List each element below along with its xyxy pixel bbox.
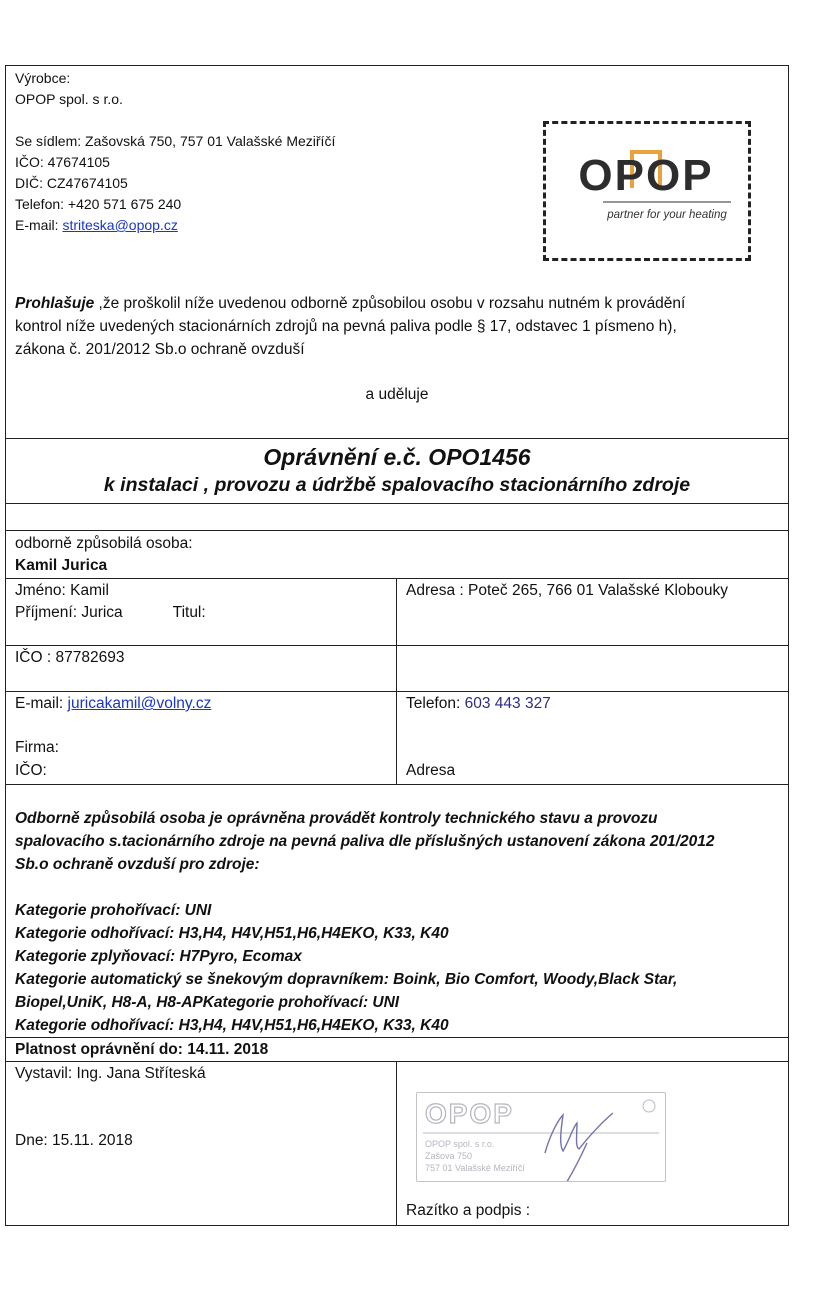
validity-row [6, 1038, 788, 1062]
person-name-row [6, 579, 788, 646]
person-contact-cell [6, 692, 397, 784]
signature-stroke [545, 1113, 613, 1181]
svg-text:OPOP: OPOP [425, 1098, 514, 1129]
person-ico: IČO : 87782693 [15, 649, 125, 666]
category-item: Kategorie zplyňovací: H7Pyro, Ecomax [15, 948, 302, 965]
person-header-section [6, 531, 788, 579]
person-email-link[interactable]: juricakamil@volny.cz [67, 695, 212, 712]
person-address: Adresa : Poteč 265, 766 01 Valašské Klobouky [406, 582, 728, 599]
spacer-row [6, 504, 788, 531]
declaration-line-1-text: ,že proškolil níže uvedenou odborně způsobilou osobu v rozsahu nutném k provádění [94, 295, 686, 312]
company-ico-label: IČO: [15, 762, 47, 779]
company-address-label: Adresa [406, 762, 456, 779]
authorization-title-section [6, 439, 788, 504]
validity-text: Platnost oprávnění do: 14.11. 2018 [15, 1041, 269, 1058]
manufacturer-address: Se sídlem: Zašovská 750, 757 01 Valašské Meziříčí [15, 133, 336, 149]
stamp-label: Razítko a podpis : [406, 1202, 531, 1219]
manufacturer-label: Výrobce: [15, 70, 71, 86]
opop-logo [546, 124, 748, 258]
surname-line [15, 602, 396, 624]
company-stamp [416, 1092, 666, 1182]
scope-intro-line-1: Odborně způsobilá osoba je oprávněna provádět kontroly technického stavu a provozu [15, 810, 658, 827]
person-name: Kamil Jurica [15, 557, 108, 574]
svg-text:Zašova 750: Zašova 750 [425, 1151, 473, 1161]
person-ico-cell [6, 646, 397, 691]
scope-intro-line-3: Sb.o ochraně ovzduší pro zdroje: [15, 856, 260, 873]
first-name: Jméno: Kamil [15, 582, 109, 599]
logo-tagline: partner for your heating [607, 209, 727, 221]
person-email [15, 692, 396, 715]
scope-intro-line-2: spalovacího s.tacionárního zdroje na pevná paliva dle příslušných ustanovení zákona 201/2012 [15, 833, 715, 850]
stamp-graphic [417, 1093, 665, 1181]
header-section [6, 66, 788, 439]
person-phone-value: 603 443 327 [464, 695, 551, 712]
authorization-title: Oprávnění e.č. OPO1456 [263, 444, 531, 470]
authorization-subtitle: k instalaci , provozu a údržbě spalovacího stacionárního zdroje [103, 474, 691, 496]
category-item: Kategorie automatický se šnekovým dopravníkem: Boink, Bio Comfort, Woody,Black Star, [15, 971, 678, 988]
svg-text:OPOP spol. s r.o.: OPOP spol. s r.o. [425, 1139, 495, 1149]
issuer-cell [6, 1062, 397, 1225]
company-label: Firma: [15, 739, 59, 756]
person-phone-label: Telefon: [406, 695, 465, 712]
person-name-cell [6, 579, 397, 645]
scope-section [6, 785, 788, 1038]
manufacturer-email-link[interactable]: striteska@opop.cz [62, 217, 178, 233]
person-label: odborně způsobilá osoba: [15, 535, 193, 552]
person-address-cell [397, 579, 788, 645]
empty-cell [397, 646, 788, 691]
person-email-label: E-mail: [15, 695, 68, 712]
category-item: Kategorie prohořívací: UNI [15, 902, 212, 919]
stamp-cell [397, 1062, 788, 1225]
email-label: E-mail: [15, 217, 63, 233]
manufacturer-ico: IČO: 47674105 [15, 154, 110, 170]
declaration-line-2: kontrol níže uvedených stacionárních zdrojů na pevná paliva podle § 17, odstavec 1 písmeno h), [15, 318, 677, 335]
issue-date: Dne: 15.11. 2018 [15, 1132, 133, 1149]
manufacturer-name: OPOP spol. s r.o. [15, 91, 123, 107]
category-item: Kategorie odhořívací: H3,H4, H4V,H51,H6,H4EKO, K33, K40 [15, 1017, 449, 1034]
svg-text:757 01 Valašské Meziříčí: 757 01 Valašské Meziříčí [425, 1163, 525, 1173]
category-item: Biopel,UniK, H8-A, H8-APKategorie prohořívací: UNI [15, 994, 400, 1011]
authorization-document [5, 65, 789, 1226]
person-phone-cell [397, 692, 788, 784]
person-ico-row [6, 646, 788, 692]
manufacturer-dic: DIČ: CZ47674105 [15, 175, 128, 191]
person-phone [406, 692, 788, 715]
declaration-line-1 [15, 292, 685, 315]
person-contact-row [6, 692, 788, 785]
logo-wordmark: OPOP [578, 151, 714, 200]
declaration-lead: Prohlašuje [15, 295, 95, 312]
category-item: Kategorie odhořívací: H3,H4, H4V,H51,H6,H4EKO, K33, K40 [15, 925, 449, 942]
manufacturer-phone: Telefon: +420 571 675 240 [15, 196, 182, 212]
issued-by: Vystavil: Ing. Jana Stříteská [15, 1065, 206, 1082]
issuer-row [6, 1062, 788, 1225]
surname: Příjmení: Jurica [15, 604, 123, 621]
title-label: Titul: [172, 604, 206, 621]
grants-text: a uděluje [365, 386, 429, 403]
declaration-line-3: zákona č. 201/2012 Sb.o ochraně ovzduší [15, 341, 305, 358]
opop-logo-frame [543, 121, 751, 261]
